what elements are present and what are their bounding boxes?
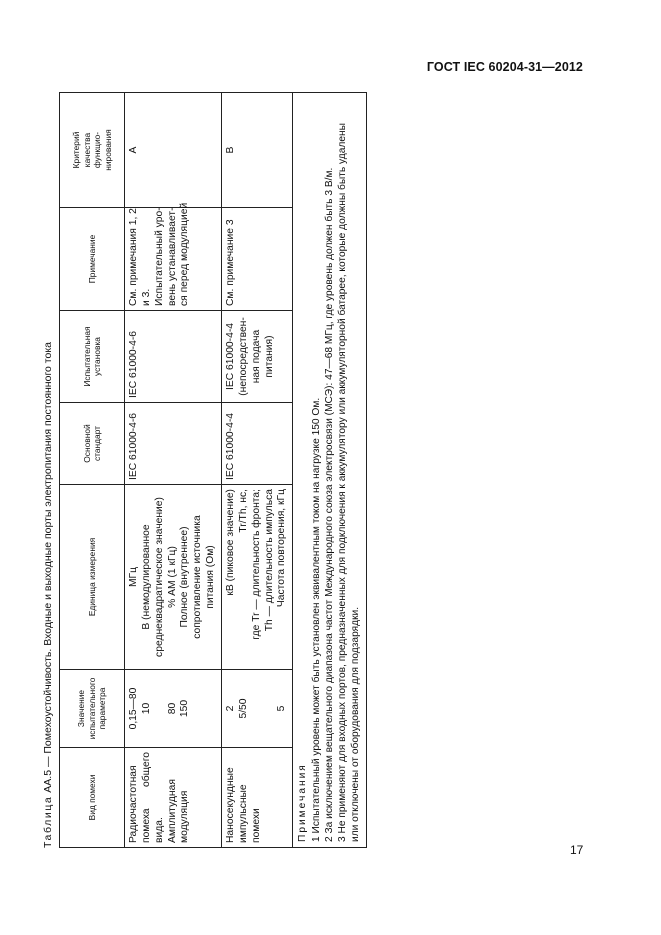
table-notes-row: [293, 93, 366, 848]
note-item: или отключены от оборудования для подзарядки.: [350, 606, 362, 842]
table-notes: [293, 93, 366, 848]
cell-type: Наносекундные импульсные помехи: [222, 748, 293, 848]
header-value: Значение испытательного параметра: [60, 670, 125, 748]
table-caption-text: АА.5 — Помехоустойчивость. Входные и выходные порты электропитания постоянного тока: [42, 342, 54, 796]
cell-values: 2 5/50 5: [222, 670, 293, 748]
table-caption-label: Таблица: [42, 795, 54, 848]
cell-basic-standard: IEC 61000-4-4: [222, 403, 293, 485]
header-unit: Единица измерения: [60, 485, 125, 670]
cell-remark: См. примечание 3: [222, 208, 293, 311]
notes-title: Примечания: [297, 763, 309, 842]
rotated-table-block: [40, 88, 362, 848]
note-item: 3 Не применяют для входных портов, предназначенных для подключения к аккумулятору или аккумуляторной батарее, которые должны быть удалены: [337, 123, 349, 842]
note-item: 1 Испытательный уровень может быть установлен эквивалентным током на нагрузке 150 Ом.: [310, 397, 322, 842]
cell-units: кВ (пиковое значение) Tr/Th, нс, где Tr — длительность фронта; Th — длительность импульса Частота повторения, кГц: [222, 485, 293, 670]
cell-values: 0,15—80 10 80 150: [125, 670, 222, 748]
header-basic-standard: Основной стандарт: [60, 403, 125, 485]
immunity-table: [59, 92, 367, 848]
header-criterion: Критерий качества функцио- нирования: [60, 93, 125, 208]
table-row: [125, 93, 222, 848]
cell-criterion: A: [125, 93, 222, 208]
header-test-setup: Испытательная установка: [60, 311, 125, 403]
table-row: [222, 93, 293, 848]
cell-test-setup: IEC 61000-4-6: [125, 311, 222, 403]
cell-basic-standard: IEC 61000-4-6: [125, 403, 222, 485]
note-item: 2 За исключением вещательного диапазона частот Международного союза электросвязи (МСЭ): 47—68 МГц, где уровень должен быть 3 В/м.: [323, 167, 335, 842]
table-caption: [40, 342, 58, 848]
cell-units: МГц В (немодулированное среднеквадратическое значение) % АМ (1 кГц) Полное (внутреннее) сопротивление источника питания (Ом): [125, 485, 222, 670]
header-type: Вид помехи: [60, 748, 125, 848]
page-number: 17: [570, 843, 584, 857]
cell-test-setup: IEC 61000-4-4 (непосредствен- ная подача питания): [222, 311, 293, 403]
table-header-row: [60, 93, 125, 848]
cell-type: Радиочастотная помеха общего вида. Амплитудная модуляция: [125, 748, 222, 848]
cell-criterion: B: [222, 93, 293, 208]
document-header: ГОСТ IEC 60204-31—2012: [426, 60, 583, 74]
cell-remark: См. примечания 1, 2 и 3. Испытательный уро- вень устанавливает- ся перед модуляцией: [125, 208, 222, 311]
header-remark: Примечание: [60, 208, 125, 311]
